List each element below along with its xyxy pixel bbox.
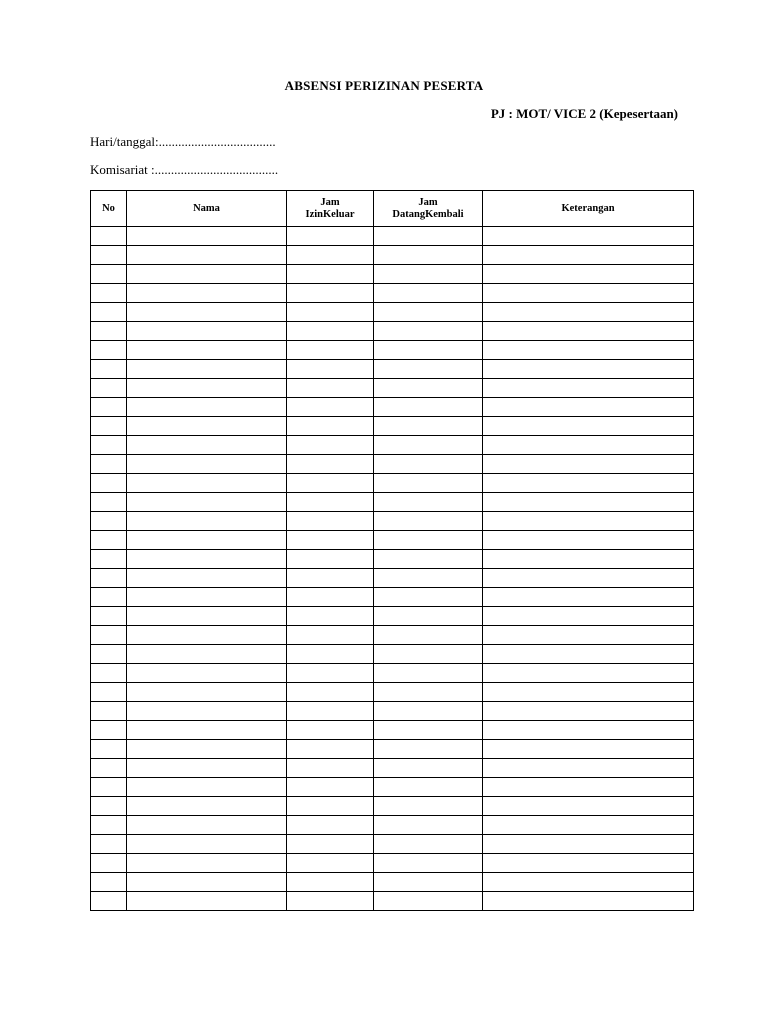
cell-no	[91, 436, 127, 455]
cell-nama	[127, 797, 287, 816]
table-row	[91, 417, 694, 436]
table-row	[91, 645, 694, 664]
cell-keterangan	[483, 265, 694, 284]
cell-jam-izin-keluar	[287, 778, 374, 797]
table-row	[91, 892, 694, 911]
cell-nama	[127, 683, 287, 702]
cell-jam-izin-keluar	[287, 645, 374, 664]
cell-jam-datang-kembali	[374, 778, 483, 797]
cell-no	[91, 303, 127, 322]
cell-jam-izin-keluar	[287, 417, 374, 436]
cell-keterangan	[483, 740, 694, 759]
cell-jam-datang-kembali	[374, 721, 483, 740]
table-row	[91, 322, 694, 341]
cell-jam-datang-kembali	[374, 607, 483, 626]
header-jam-datang-line2: DatangKembali	[392, 208, 464, 220]
cell-nama	[127, 493, 287, 512]
cell-jam-datang-kembali	[374, 645, 483, 664]
cell-keterangan	[483, 227, 694, 246]
cell-keterangan	[483, 512, 694, 531]
cell-jam-datang-kembali	[374, 816, 483, 835]
cell-no	[91, 284, 127, 303]
cell-no	[91, 854, 127, 873]
cell-keterangan	[483, 341, 694, 360]
cell-jam-datang-kembali	[374, 797, 483, 816]
cell-nama	[127, 265, 287, 284]
cell-jam-izin-keluar	[287, 854, 374, 873]
cell-keterangan	[483, 759, 694, 778]
cell-keterangan	[483, 778, 694, 797]
cell-no	[91, 721, 127, 740]
table-row	[91, 797, 694, 816]
cell-jam-datang-kembali	[374, 835, 483, 854]
cell-keterangan	[483, 835, 694, 854]
cell-keterangan	[483, 455, 694, 474]
cell-keterangan	[483, 436, 694, 455]
cell-nama	[127, 759, 287, 778]
cell-jam-izin-keluar	[287, 816, 374, 835]
cell-no	[91, 265, 127, 284]
cell-keterangan	[483, 398, 694, 417]
cell-jam-datang-kembali	[374, 322, 483, 341]
cell-nama	[127, 284, 287, 303]
cell-jam-izin-keluar	[287, 588, 374, 607]
pj-label: PJ : MOT/ VICE 2 (Kepesertaan)	[490, 106, 678, 121]
cell-keterangan	[483, 493, 694, 512]
table-row	[91, 626, 694, 645]
cell-jam-datang-kembali	[374, 474, 483, 493]
cell-no	[91, 227, 127, 246]
cell-keterangan	[483, 417, 694, 436]
table-row	[91, 702, 694, 721]
cell-nama	[127, 607, 287, 626]
cell-jam-datang-kembali	[374, 436, 483, 455]
cell-keterangan	[483, 588, 694, 607]
cell-no	[91, 892, 127, 911]
cell-jam-datang-kembali	[374, 531, 483, 550]
cell-nama	[127, 569, 287, 588]
cell-keterangan	[483, 797, 694, 816]
cell-jam-datang-kembali	[374, 664, 483, 683]
table-row	[91, 265, 694, 284]
cell-nama	[127, 379, 287, 398]
cell-jam-izin-keluar	[287, 227, 374, 246]
cell-nama	[127, 816, 287, 835]
table-row	[91, 436, 694, 455]
cell-no	[91, 588, 127, 607]
cell-keterangan	[483, 474, 694, 493]
cell-nama	[127, 778, 287, 797]
header-no: No	[91, 191, 127, 227]
table-row	[91, 683, 694, 702]
cell-jam-izin-keluar	[287, 607, 374, 626]
cell-nama	[127, 588, 287, 607]
cell-no	[91, 360, 127, 379]
table-row	[91, 531, 694, 550]
header-jam-datang-kembali	[374, 191, 483, 227]
komisariat-field: Komisariat :......................................	[90, 162, 279, 177]
cell-jam-izin-keluar	[287, 493, 374, 512]
cell-no	[91, 474, 127, 493]
cell-no	[91, 664, 127, 683]
cell-keterangan	[483, 645, 694, 664]
cell-nama	[127, 417, 287, 436]
cell-nama	[127, 721, 287, 740]
cell-jam-datang-kembali	[374, 550, 483, 569]
table-row	[91, 474, 694, 493]
cell-jam-datang-kembali	[374, 740, 483, 759]
document-title: ABSENSI PERIZINAN PESERTA	[284, 78, 484, 93]
cell-jam-datang-kembali	[374, 265, 483, 284]
cell-jam-datang-kembali	[374, 417, 483, 436]
table-row	[91, 379, 694, 398]
cell-nama	[127, 854, 287, 873]
table-row	[91, 246, 694, 265]
cell-jam-izin-keluar	[287, 379, 374, 398]
cell-jam-izin-keluar	[287, 873, 374, 892]
cell-no	[91, 550, 127, 569]
cell-jam-datang-kembali	[374, 683, 483, 702]
table-row	[91, 607, 694, 626]
cell-jam-izin-keluar	[287, 835, 374, 854]
table-row	[91, 455, 694, 474]
cell-keterangan	[483, 569, 694, 588]
cell-no	[91, 835, 127, 854]
attendance-table	[90, 190, 694, 911]
cell-keterangan	[483, 360, 694, 379]
cell-no	[91, 740, 127, 759]
cell-jam-izin-keluar	[287, 892, 374, 911]
cell-jam-izin-keluar	[287, 797, 374, 816]
table-row	[91, 493, 694, 512]
cell-jam-izin-keluar	[287, 322, 374, 341]
cell-jam-datang-kembali	[374, 854, 483, 873]
cell-jam-datang-kembali	[374, 626, 483, 645]
cell-jam-izin-keluar	[287, 265, 374, 284]
table-row	[91, 550, 694, 569]
cell-keterangan	[483, 284, 694, 303]
cell-no	[91, 246, 127, 265]
cell-keterangan	[483, 607, 694, 626]
cell-no	[91, 512, 127, 531]
cell-keterangan	[483, 531, 694, 550]
cell-no	[91, 455, 127, 474]
table-row	[91, 740, 694, 759]
cell-nama	[127, 436, 287, 455]
cell-no	[91, 379, 127, 398]
cell-keterangan	[483, 303, 694, 322]
cell-jam-izin-keluar	[287, 246, 374, 265]
cell-nama	[127, 398, 287, 417]
cell-jam-izin-keluar	[287, 550, 374, 569]
cell-keterangan	[483, 816, 694, 835]
cell-jam-datang-kembali	[374, 493, 483, 512]
cell-jam-datang-kembali	[374, 759, 483, 778]
cell-nama	[127, 531, 287, 550]
cell-no	[91, 816, 127, 835]
cell-no	[91, 398, 127, 417]
cell-jam-datang-kembali	[374, 512, 483, 531]
cell-jam-datang-kembali	[374, 588, 483, 607]
cell-nama	[127, 664, 287, 683]
cell-jam-izin-keluar	[287, 474, 374, 493]
cell-no	[91, 873, 127, 892]
cell-jam-datang-kembali	[374, 379, 483, 398]
cell-jam-datang-kembali	[374, 246, 483, 265]
cell-keterangan	[483, 664, 694, 683]
cell-jam-datang-kembali	[374, 569, 483, 588]
cell-jam-izin-keluar	[287, 303, 374, 322]
cell-keterangan	[483, 379, 694, 398]
cell-no	[91, 778, 127, 797]
header-jam-izin-keluar	[287, 191, 374, 227]
cell-jam-datang-kembali	[374, 398, 483, 417]
cell-nama	[127, 512, 287, 531]
cell-nama	[127, 645, 287, 664]
cell-jam-datang-kembali	[374, 341, 483, 360]
cell-nama	[127, 474, 287, 493]
cell-no	[91, 531, 127, 550]
table-row	[91, 835, 694, 854]
cell-jam-izin-keluar	[287, 455, 374, 474]
cell-nama	[127, 550, 287, 569]
table-row	[91, 341, 694, 360]
cell-no	[91, 645, 127, 664]
header-jam-izin-line1: Jam	[320, 196, 340, 208]
cell-no	[91, 626, 127, 645]
cell-nama	[127, 246, 287, 265]
table-row	[91, 284, 694, 303]
table-row	[91, 588, 694, 607]
cell-nama	[127, 873, 287, 892]
cell-no	[91, 759, 127, 778]
header-jam-datang-line1: Jam	[418, 196, 438, 208]
cell-jam-izin-keluar	[287, 664, 374, 683]
cell-jam-izin-keluar	[287, 721, 374, 740]
header-keterangan: Keterangan	[483, 191, 694, 227]
cell-keterangan	[483, 702, 694, 721]
cell-jam-izin-keluar	[287, 569, 374, 588]
table-row	[91, 873, 694, 892]
cell-keterangan	[483, 854, 694, 873]
cell-nama	[127, 227, 287, 246]
cell-no	[91, 569, 127, 588]
cell-nama	[127, 835, 287, 854]
table-row	[91, 778, 694, 797]
cell-keterangan	[483, 246, 694, 265]
cell-jam-datang-kembali	[374, 303, 483, 322]
table-row	[91, 303, 694, 322]
cell-keterangan	[483, 626, 694, 645]
table-row	[91, 664, 694, 683]
table-row	[91, 721, 694, 740]
cell-jam-izin-keluar	[287, 626, 374, 645]
table-row	[91, 759, 694, 778]
table-header-row	[91, 191, 694, 227]
cell-no	[91, 797, 127, 816]
cell-keterangan	[483, 892, 694, 911]
cell-jam-izin-keluar	[287, 284, 374, 303]
cell-jam-datang-kembali	[374, 284, 483, 303]
cell-jam-izin-keluar	[287, 436, 374, 455]
table-row	[91, 569, 694, 588]
cell-no	[91, 702, 127, 721]
cell-jam-izin-keluar	[287, 512, 374, 531]
cell-keterangan	[483, 721, 694, 740]
cell-jam-datang-kembali	[374, 892, 483, 911]
cell-no	[91, 683, 127, 702]
cell-jam-izin-keluar	[287, 531, 374, 550]
cell-nama	[127, 702, 287, 721]
cell-nama	[127, 322, 287, 341]
table-row	[91, 816, 694, 835]
table-row	[91, 512, 694, 531]
cell-nama	[127, 892, 287, 911]
header-jam-izin-line2: IzinKeluar	[305, 208, 355, 220]
hari-tanggal-field: Hari/tanggal:....................................	[90, 134, 276, 149]
cell-jam-izin-keluar	[287, 360, 374, 379]
cell-no	[91, 341, 127, 360]
cell-no	[91, 607, 127, 626]
cell-jam-izin-keluar	[287, 740, 374, 759]
cell-jam-datang-kembali	[374, 455, 483, 474]
cell-jam-izin-keluar	[287, 398, 374, 417]
cell-no	[91, 322, 127, 341]
table-row	[91, 227, 694, 246]
cell-nama	[127, 303, 287, 322]
cell-nama	[127, 740, 287, 759]
cell-jam-datang-kembali	[374, 227, 483, 246]
table-row	[91, 854, 694, 873]
table-body	[91, 227, 694, 911]
cell-keterangan	[483, 322, 694, 341]
cell-jam-datang-kembali	[374, 360, 483, 379]
cell-jam-izin-keluar	[287, 759, 374, 778]
cell-jam-izin-keluar	[287, 341, 374, 360]
cell-jam-izin-keluar	[287, 702, 374, 721]
cell-nama	[127, 455, 287, 474]
header-nama: Nama	[127, 191, 287, 227]
table-row	[91, 398, 694, 417]
cell-keterangan	[483, 683, 694, 702]
cell-jam-izin-keluar	[287, 683, 374, 702]
cell-jam-datang-kembali	[374, 702, 483, 721]
cell-nama	[127, 626, 287, 645]
cell-no	[91, 417, 127, 436]
table-row	[91, 360, 694, 379]
cell-keterangan	[483, 550, 694, 569]
cell-jam-datang-kembali	[374, 873, 483, 892]
cell-nama	[127, 341, 287, 360]
cell-no	[91, 493, 127, 512]
cell-nama	[127, 360, 287, 379]
cell-keterangan	[483, 873, 694, 892]
